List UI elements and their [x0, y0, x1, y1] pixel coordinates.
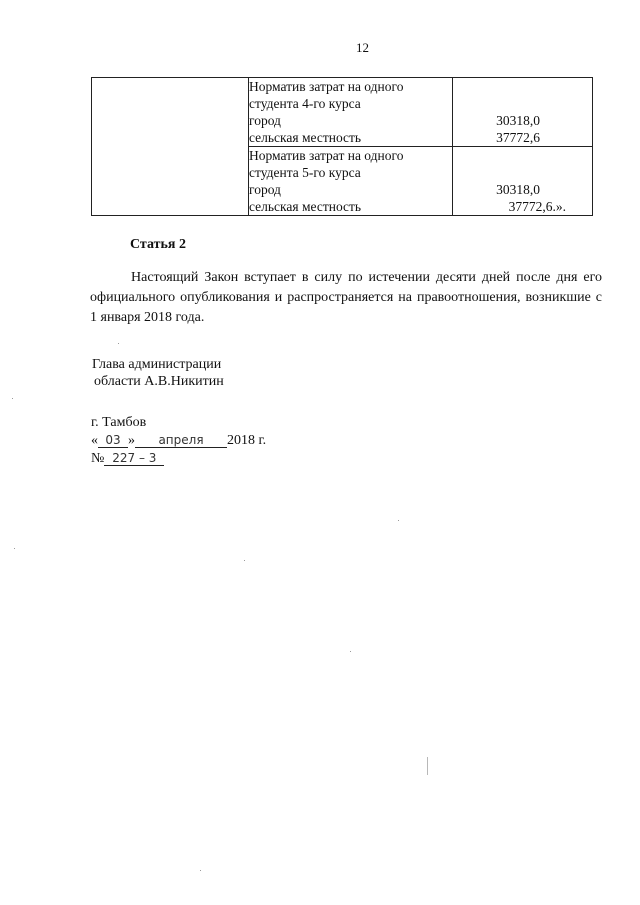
number-line	[91, 450, 266, 468]
value-cell	[453, 147, 593, 216]
close-quote: »	[128, 433, 135, 448]
scan-speck	[14, 548, 15, 549]
row-label-line2: студента 4-го курса	[249, 96, 361, 111]
normative-table	[91, 77, 593, 216]
row-label-line2: студента 5-го курса	[249, 165, 361, 180]
article-title: Статья 2	[130, 237, 186, 252]
number-prefix: №	[91, 451, 105, 466]
scan-speck	[350, 651, 351, 652]
city-value: 30318,0	[496, 182, 540, 197]
value-cell	[453, 78, 593, 147]
open-quote: «	[91, 433, 98, 448]
rural-label: сельская местность	[249, 199, 362, 214]
table-row	[92, 78, 593, 147]
date-day: 03	[98, 434, 128, 448]
signature-block	[92, 356, 224, 390]
rural-value: 37772,6.».	[508, 199, 566, 214]
scan-line	[427, 757, 428, 775]
date-year: 2018 г.	[227, 433, 267, 448]
scan-speck	[12, 398, 13, 399]
signature-line2: области А.В.Никитин	[94, 374, 224, 389]
city-name: г. Тамбов	[91, 415, 147, 430]
row-label-line1: Норматив затрат на одного	[249, 148, 404, 163]
law-number: 227 – 3	[104, 452, 164, 466]
place-date-block	[91, 414, 266, 468]
rural-label: сельская местность	[249, 130, 362, 145]
date-line	[91, 432, 266, 450]
row-label-line1: Норматив затрат на одного	[249, 79, 404, 94]
label-cell	[249, 147, 453, 216]
rural-value: 37772,6	[496, 130, 540, 145]
article-text: Настоящий Закон вступает в силу по истечении десяти дней после дня его официального опубликования и распространяется на правоотношения, возникшие с 1 января 2018 года.	[90, 270, 602, 325]
signature-line1: Глава администрации	[92, 357, 222, 372]
scan-speck	[200, 870, 201, 871]
scan-speck	[398, 520, 399, 521]
label-cell	[249, 78, 453, 147]
date-month: апреля	[135, 434, 227, 448]
empty-cell	[92, 78, 249, 216]
city-value: 30318,0	[496, 113, 540, 128]
scan-speck	[244, 560, 245, 561]
city-label: город	[249, 182, 281, 197]
scan-speck	[118, 343, 119, 344]
page-number: 12	[356, 40, 369, 55]
city-label: город	[249, 113, 281, 128]
